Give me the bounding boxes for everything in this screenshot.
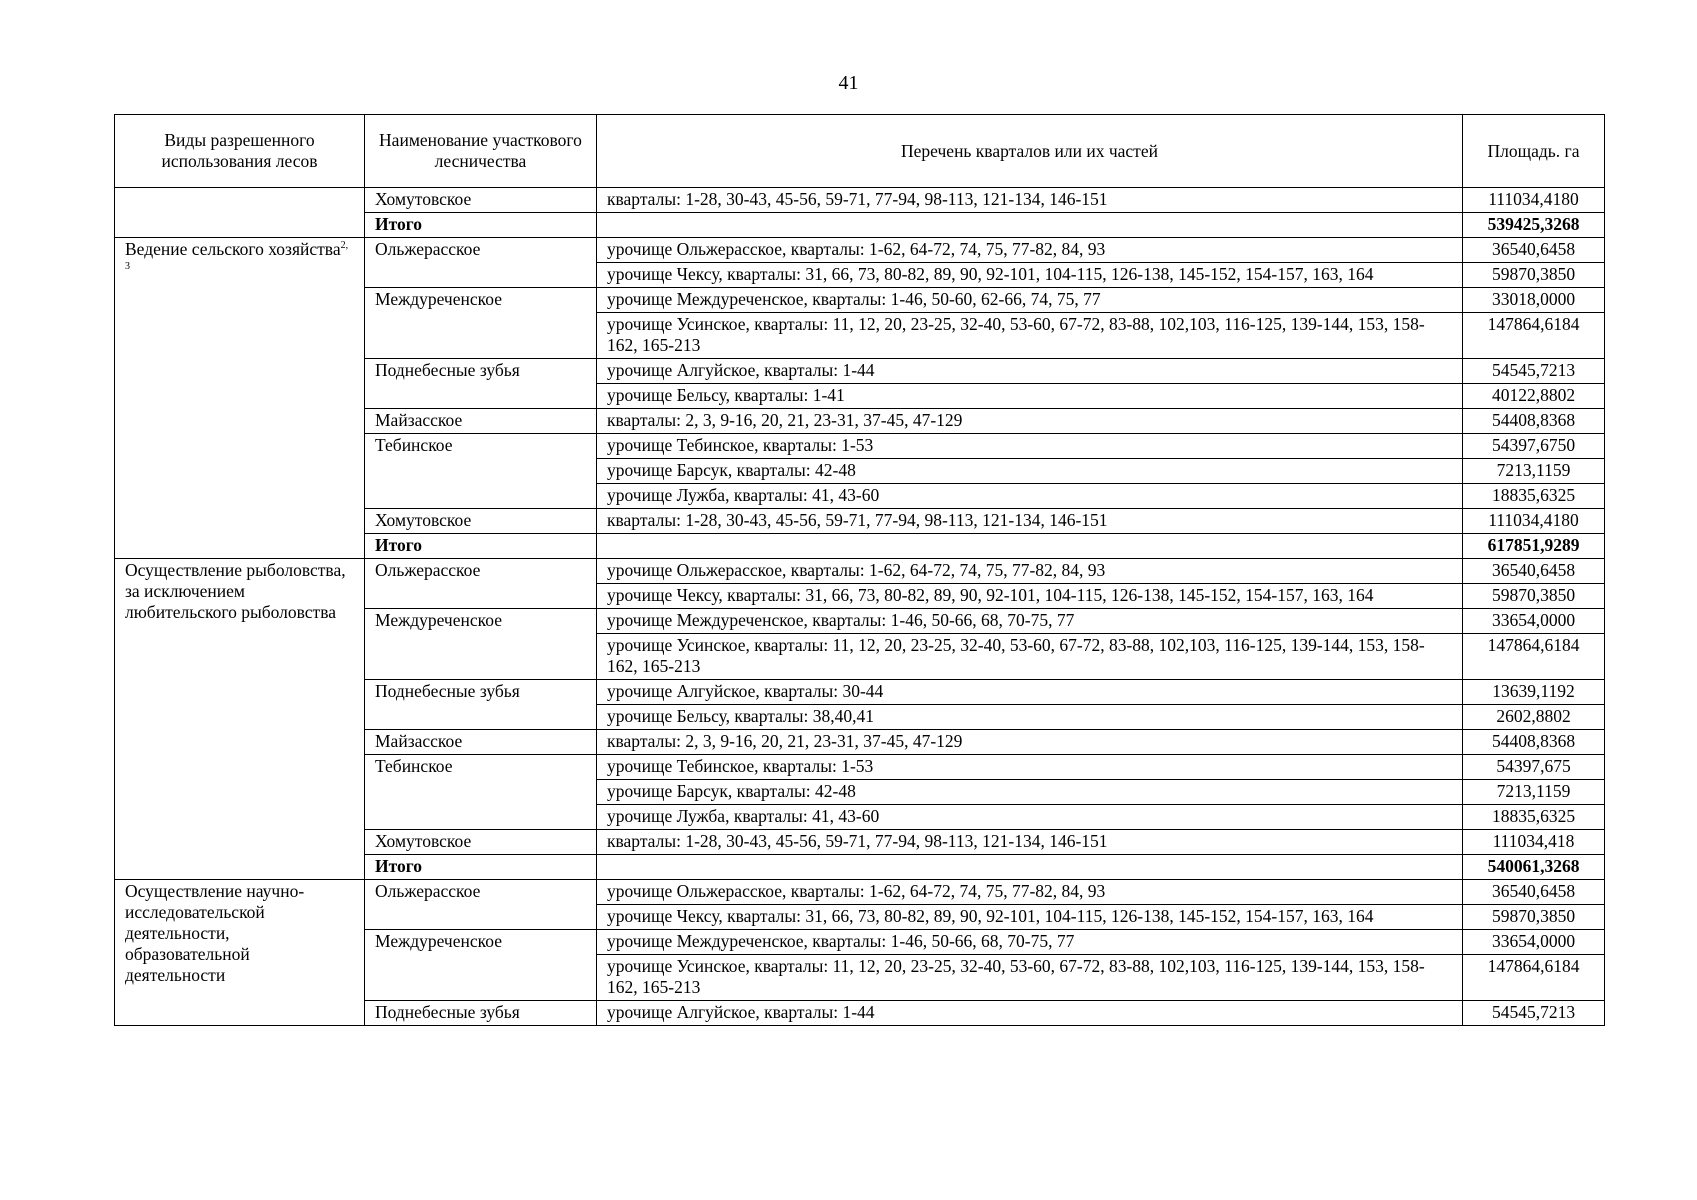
quarters-cell: кварталы: 2, 3, 9-16, 20, 21, 23-31, 37-45, 47-129 bbox=[597, 409, 1463, 434]
total-area: 539425,3268 bbox=[1463, 213, 1605, 238]
area-cell: 59870,3850 bbox=[1463, 584, 1605, 609]
area-cell: 59870,3850 bbox=[1463, 263, 1605, 288]
forestry-cell: Ольжерасское bbox=[365, 238, 597, 288]
forestry-cell: Майзасское bbox=[365, 730, 597, 755]
area-cell: 7213,1159 bbox=[1463, 780, 1605, 805]
use-type-cell: Осуществление научно-исследовательской деятельности, образовательной деятельности bbox=[115, 880, 365, 1026]
area-cell: 147864,6184 bbox=[1463, 313, 1605, 359]
header-use-type: Виды разрешенного использования лесов bbox=[115, 115, 365, 188]
area-cell: 2602,8802 bbox=[1463, 705, 1605, 730]
area-cell: 7213,1159 bbox=[1463, 459, 1605, 484]
forestry-cell: Междуреченское bbox=[365, 930, 597, 1001]
area-cell: 54397,675 bbox=[1463, 755, 1605, 780]
area-cell: 36540,6458 bbox=[1463, 880, 1605, 905]
forestry-cell: Поднебесные зубья bbox=[365, 359, 597, 409]
area-cell: 147864,6184 bbox=[1463, 634, 1605, 680]
area-cell: 54408,8368 bbox=[1463, 409, 1605, 434]
quarters-cell: урочище Междуреченское, кварталы: 1-46, 50-60, 62-66, 74, 75, 77 bbox=[597, 288, 1463, 313]
table-row bbox=[115, 880, 1605, 905]
area-cell: 147864,6184 bbox=[1463, 955, 1605, 1001]
forestry-cell: Хомутовское bbox=[365, 830, 597, 855]
area-cell: 33018,0000 bbox=[1463, 288, 1605, 313]
quarters-cell: урочище Усинское, кварталы: 11, 12, 20, 23-25, 32-40, 53-60, 67-72, 83-88, 102,103, 116-125, 139-144, 153, 158-162, 165-213 bbox=[597, 634, 1463, 680]
quarters-cell: кварталы: 2, 3, 9-16, 20, 21, 23-31, 37-45, 47-129 bbox=[597, 730, 1463, 755]
area-cell: 54408,8368 bbox=[1463, 730, 1605, 755]
header-area: Площадь. га bbox=[1463, 115, 1605, 188]
quarters-cell: урочище Ольжерасское, кварталы: 1-62, 64-72, 74, 75, 77-82, 84, 93 bbox=[597, 238, 1463, 263]
area-cell: 36540,6458 bbox=[1463, 559, 1605, 584]
area-cell: 111034,4180 bbox=[1463, 188, 1605, 213]
table-row bbox=[115, 188, 1605, 213]
header-row bbox=[115, 115, 1605, 188]
total-label: Итого bbox=[365, 213, 597, 238]
quarters-cell: урочище Тебинское, кварталы: 1-53 bbox=[597, 434, 1463, 459]
total-label: Итого bbox=[365, 855, 597, 880]
quarters-cell: кварталы: 1-28, 30-43, 45-56, 59-71, 77-94, 98-113, 121-134, 146-151 bbox=[597, 830, 1463, 855]
quarters-cell: урочище Барсук, кварталы: 42-48 bbox=[597, 459, 1463, 484]
quarters-cell: урочище Лужба, кварталы: 41, 43-60 bbox=[597, 805, 1463, 830]
forestry-cell: Междуреченское bbox=[365, 609, 597, 680]
forestry-cell: Поднебесные зубья bbox=[365, 680, 597, 730]
header-forestry: Наименование участкового лесничества bbox=[365, 115, 597, 188]
quarters-cell: урочище Тебинское, кварталы: 1-53 bbox=[597, 755, 1463, 780]
quarters-cell: урочище Чексу, кварталы: 31, 66, 73, 80-82, 89, 90, 92-101, 104-115, 126-138, 145-152, 154-157, 163, 164 bbox=[597, 263, 1463, 288]
quarters-cell: урочище Барсук, кварталы: 42-48 bbox=[597, 780, 1463, 805]
quarters-cell: урочище Алгуйское, кварталы: 1-44 bbox=[597, 359, 1463, 384]
quarters-cell: урочище Лужба, кварталы: 41, 43-60 bbox=[597, 484, 1463, 509]
forestry-cell: Поднебесные зубья bbox=[365, 1001, 597, 1026]
quarters-cell: кварталы: 1-28, 30-43, 45-56, 59-71, 77-94, 98-113, 121-134, 146-151 bbox=[597, 188, 1463, 213]
total-label: Итого bbox=[365, 534, 597, 559]
page-number: 41 bbox=[838, 72, 859, 94]
area-cell: 111034,418 bbox=[1463, 830, 1605, 855]
quarters-cell: урочище Ольжерасское, кварталы: 1-62, 64-72, 74, 75, 77-82, 84, 93 bbox=[597, 559, 1463, 584]
forestry-cell: Ольжерасское bbox=[365, 880, 597, 930]
area-cell: 33654,0000 bbox=[1463, 609, 1605, 634]
quarters-cell: урочище Алгуйское, кварталы: 1-44 bbox=[597, 1001, 1463, 1026]
header-quarters: Перечень кварталов или их частей bbox=[597, 115, 1463, 188]
total-area: 540061,3268 bbox=[1463, 855, 1605, 880]
area-cell: 54545,7213 bbox=[1463, 1001, 1605, 1026]
forestry-cell: Майзасское bbox=[365, 409, 597, 434]
forestry-cell: Тебинское bbox=[365, 434, 597, 509]
quarters-cell: урочище Усинское, кварталы: 11, 12, 20, 23-25, 32-40, 53-60, 67-72, 83-88, 102,103, 116-125, 139-144, 153, 158-162, 165-213 bbox=[597, 955, 1463, 1001]
area-cell: 54397,6750 bbox=[1463, 434, 1605, 459]
area-cell: 59870,3850 bbox=[1463, 905, 1605, 930]
forestry-cell: Хомутовское bbox=[365, 509, 597, 534]
table-row bbox=[115, 559, 1605, 584]
forest-use-table bbox=[114, 114, 1605, 1026]
quarters-cell: урочище Чексу, кварталы: 31, 66, 73, 80-82, 89, 90, 92-101, 104-115, 126-138, 145-152, 154-157, 163, 164 bbox=[597, 584, 1463, 609]
quarters-cell: урочище Алгуйское, кварталы: 30-44 bbox=[597, 680, 1463, 705]
area-cell: 33654,0000 bbox=[1463, 930, 1605, 955]
quarters-cell: урочище Бельсу, кварталы: 1-41 bbox=[597, 384, 1463, 409]
forestry-cell: Хомутовское bbox=[365, 188, 597, 213]
quarters-cell: урочище Чексу, кварталы: 31, 66, 73, 80-82, 89, 90, 92-101, 104-115, 126-138, 145-152, 154-157, 163, 164 bbox=[597, 905, 1463, 930]
quarters-cell: кварталы: 1-28, 30-43, 45-56, 59-71, 77-94, 98-113, 121-134, 146-151 bbox=[597, 509, 1463, 534]
quarters-cell: урочище Бельсу, кварталы: 38,40,41 bbox=[597, 705, 1463, 730]
quarters-cell bbox=[597, 213, 1463, 238]
area-cell: 18835,6325 bbox=[1463, 805, 1605, 830]
quarters-cell: урочище Усинское, кварталы: 11, 12, 20, 23-25, 32-40, 53-60, 67-72, 83-88, 102,103, 116-125, 139-144, 153, 158-162, 165-213 bbox=[597, 313, 1463, 359]
area-cell: 13639,1192 bbox=[1463, 680, 1605, 705]
area-cell: 111034,4180 bbox=[1463, 509, 1605, 534]
table-row bbox=[115, 238, 1605, 263]
area-cell: 54545,7213 bbox=[1463, 359, 1605, 384]
use-type-footnote: 2, 3 bbox=[125, 240, 349, 273]
quarters-cell bbox=[597, 855, 1463, 880]
forestry-cell: Ольжерасское bbox=[365, 559, 597, 609]
quarters-cell: урочище Междуреченское, кварталы: 1-46, 50-66, 68, 70-75, 77 bbox=[597, 930, 1463, 955]
quarters-cell: урочище Ольжерасское, кварталы: 1-62, 64-72, 74, 75, 77-82, 84, 93 bbox=[597, 880, 1463, 905]
area-cell: 18835,6325 bbox=[1463, 484, 1605, 509]
quarters-cell: урочище Междуреченское, кварталы: 1-46, 50-66, 68, 70-75, 77 bbox=[597, 609, 1463, 634]
use-type-cell bbox=[115, 238, 365, 559]
use-type-cell: Осуществление рыболовства, за исключением любительского рыболовства bbox=[115, 559, 365, 880]
area-cell: 36540,6458 bbox=[1463, 238, 1605, 263]
forestry-cell: Тебинское bbox=[365, 755, 597, 830]
use-type-title: Ведение сельского хозяйства bbox=[125, 239, 341, 259]
area-cell: 40122,8802 bbox=[1463, 384, 1605, 409]
forestry-cell: Междуреченское bbox=[365, 288, 597, 359]
quarters-cell bbox=[597, 534, 1463, 559]
total-area: 617851,9289 bbox=[1463, 534, 1605, 559]
use-type-cell bbox=[115, 188, 365, 238]
